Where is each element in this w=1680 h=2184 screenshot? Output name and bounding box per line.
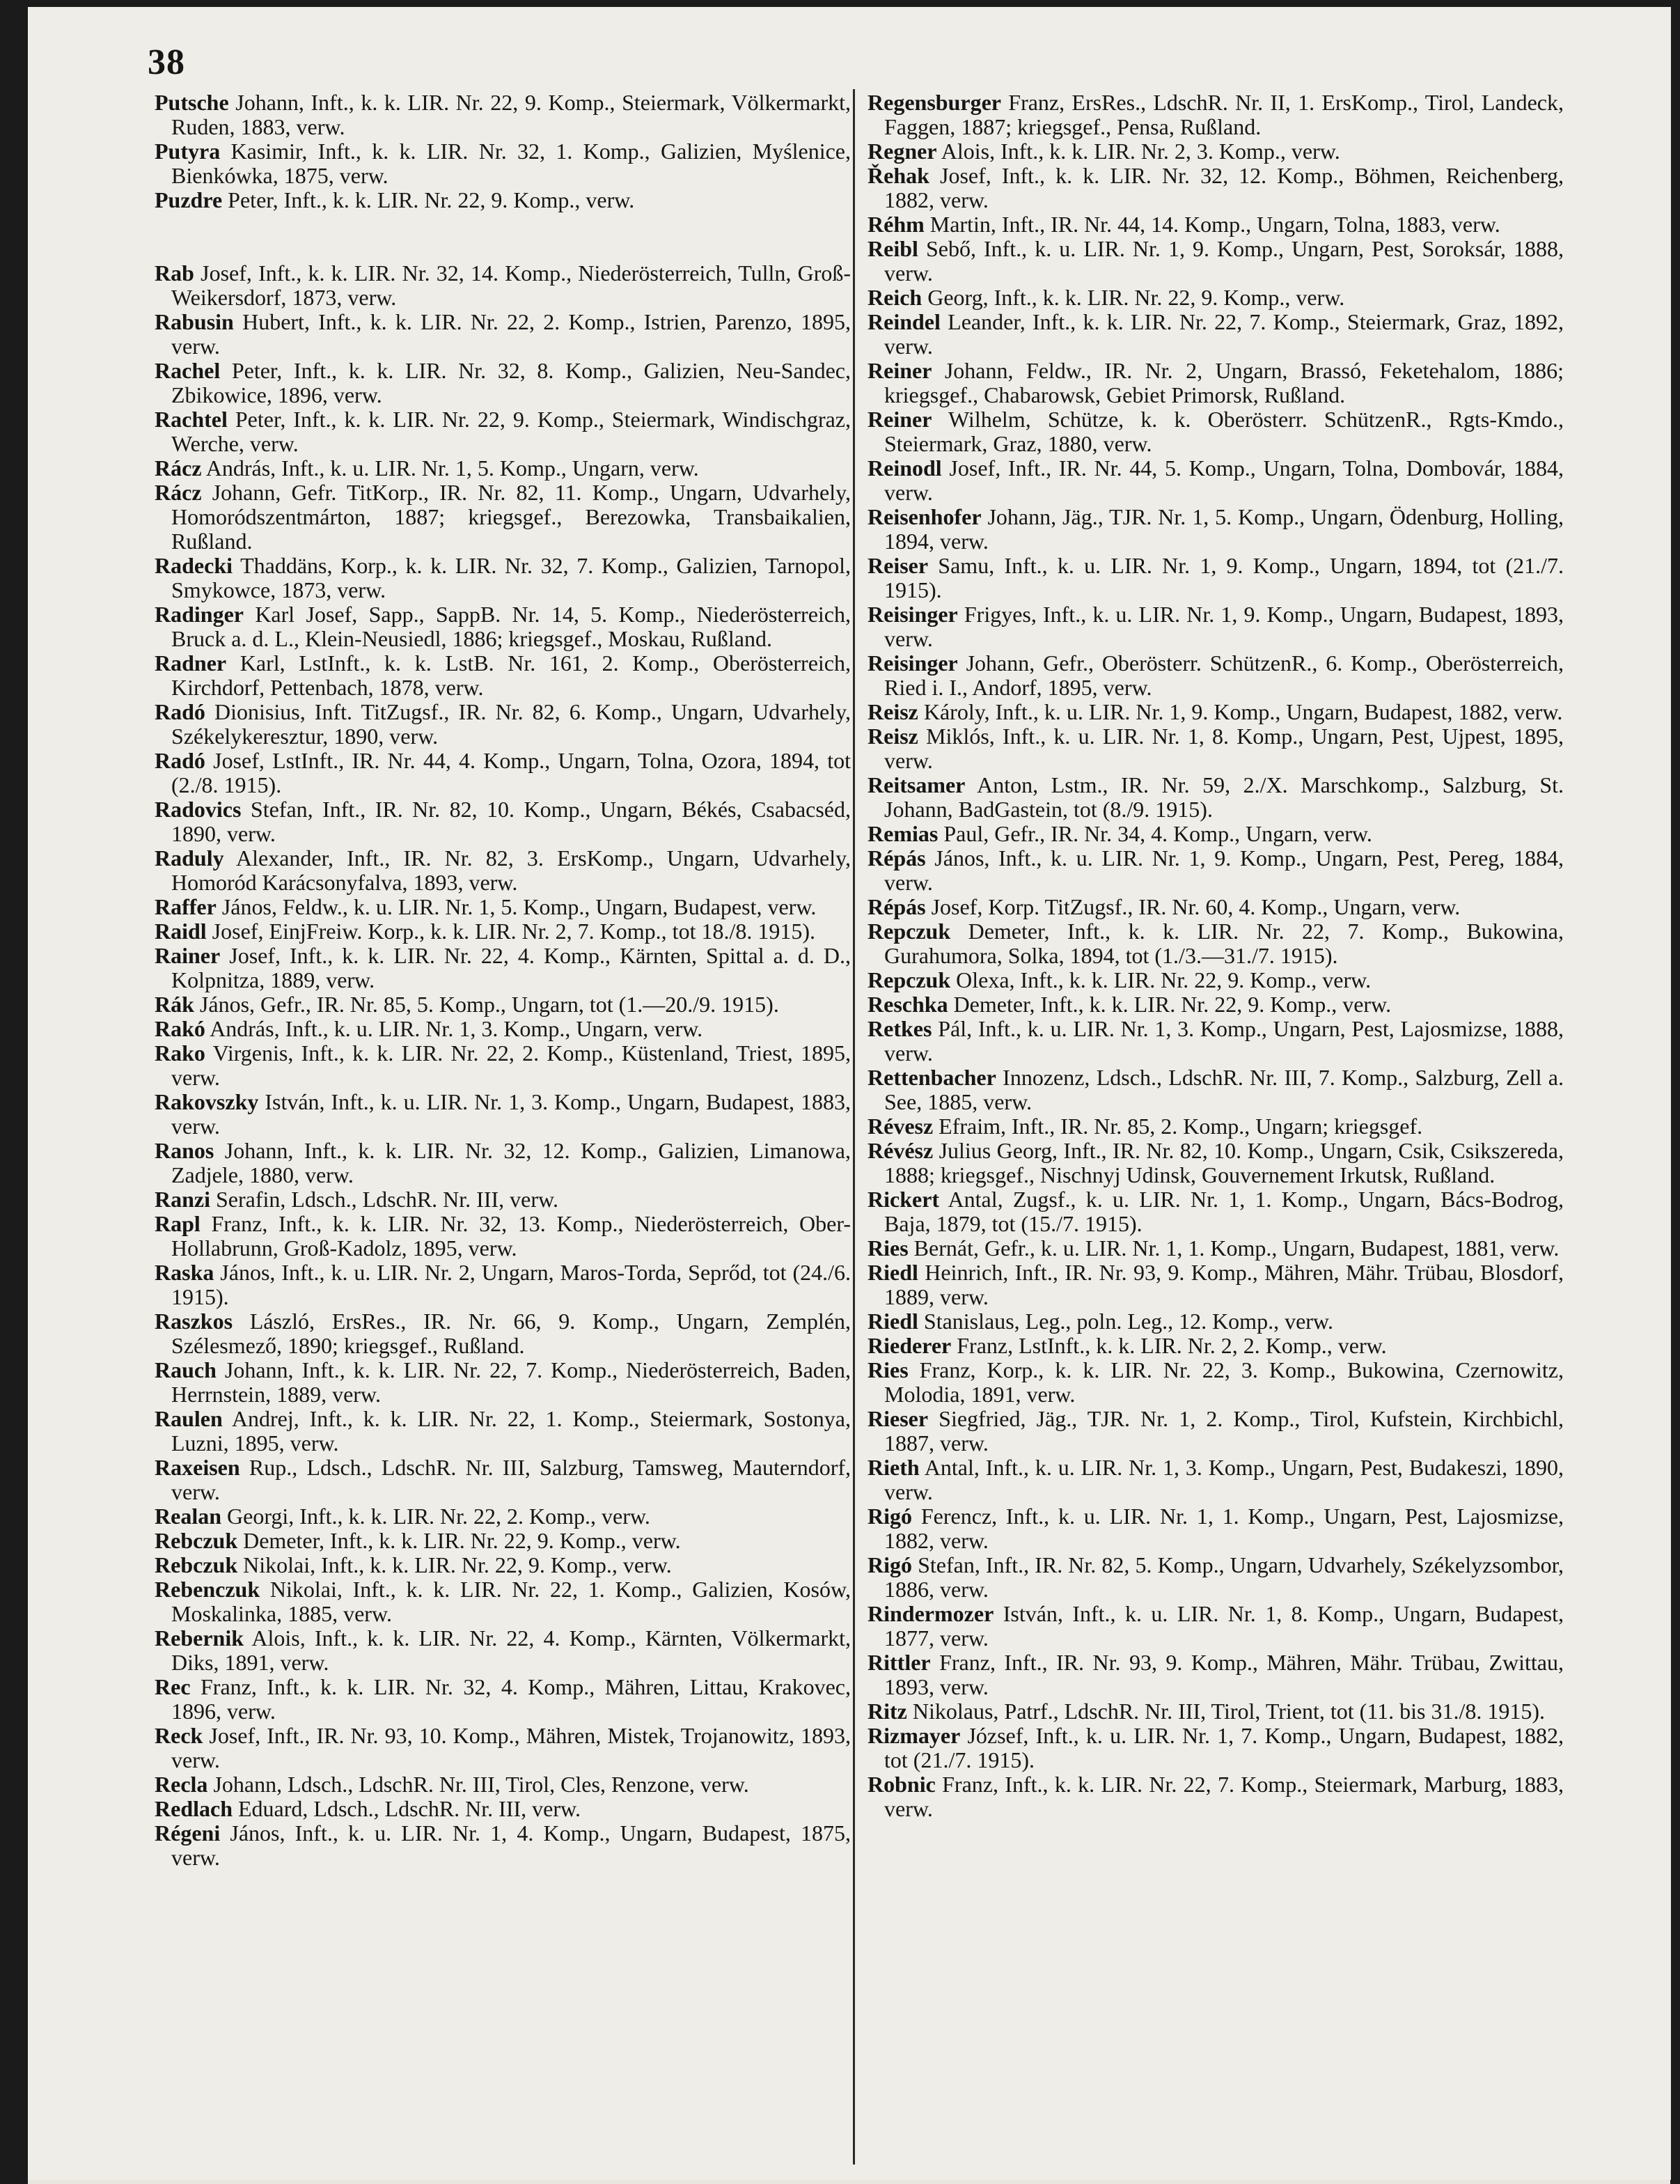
list-entry (155, 1504, 851, 1529)
entry-surname: Riedl (868, 1309, 918, 1334)
list-entry (868, 895, 1564, 919)
entry-surname: Rittler (868, 1650, 931, 1675)
entry-details: Heinrich, Inft., IR. Nr. 93, 9. Komp., Mähren, Mähr. Trübau, Blosdorf, 1889, verw. (884, 1260, 1564, 1309)
entry-details: András, Inft., k. u. LIR. Nr. 1, 5. Komp., Ungarn, verw. (205, 455, 699, 481)
entry-surname: Ranos (155, 1138, 214, 1163)
entry-surname: Rizmayer (868, 1723, 961, 1748)
entry-surname: Ries (868, 1357, 909, 1382)
entry-surname: Rachtel (155, 407, 228, 432)
entry-details: Serafin, Ldsch., LdschR. Nr. III, verw. (216, 1187, 559, 1212)
entry-details: Johann, Inft., k. k. LIR. Nr. 32, 12. Komp., Galizien, Limanowa, Zadjele, 1880, verw. (171, 1138, 851, 1187)
list-entry (155, 1724, 851, 1772)
entry-details: Paul, Gefr., IR. Nr. 34, 4. Komp., Ungarn, verw. (943, 821, 1372, 846)
list-entry (155, 651, 851, 700)
list-entry (868, 359, 1564, 407)
entry-surname: Rieser (868, 1406, 929, 1431)
entry-surname: Ries (868, 1235, 909, 1261)
list-entry (868, 919, 1564, 968)
entry-details: Georg, Inft., k. k. LIR. Nr. 22, 9. Komp., verw. (927, 285, 1345, 310)
list-entry (868, 1066, 1564, 1114)
list-entry (155, 1626, 851, 1675)
entry-details: Stefan, Inft., IR. Nr. 82, 5. Komp., Ungarn, Udvarhely, Székelyzsombor, 1886, verw. (884, 1552, 1564, 1602)
entry-details: Franz, ErsRes., LdschR. Nr. II, 1. ErsKomp., Tirol, Landeck, Faggen, 1887; kriegsgef., Pensa, Rußland. (884, 90, 1564, 139)
list-entry (155, 261, 851, 310)
list-entry (868, 1114, 1564, 1139)
entry-details: Josef, Inft., IR. Nr. 44, 5. Komp., Ungarn, Tolna, Dombovár, 1884, verw. (884, 455, 1564, 505)
list-entry (868, 1602, 1564, 1651)
entry-details: Antal, Inft., k. u. LIR. Nr. 1, 3. Komp., Ungarn, Pest, Budakeszi, 1890, verw. (884, 1455, 1564, 1504)
entry-details: Leander, Inft., k. k. LIR. Nr. 22, 7. Komp., Steiermark, Graz, 1892, verw. (884, 309, 1564, 359)
entry-surname: Reisinger (868, 650, 958, 676)
entry-details: Samu, Inft., k. u. LIR. Nr. 1, 9. Komp., Ungarn, 1894, tot (21./7. 1915). (884, 553, 1564, 602)
entry-surname: Putsche (155, 90, 229, 115)
entry-surname: Realan (155, 1504, 221, 1529)
list-entry (155, 407, 851, 456)
entry-surname: Radinger (155, 602, 244, 627)
list-entry (155, 1772, 851, 1797)
entry-details: Johann, Jäg., TJR. Nr. 1, 5. Komp., Ungarn, Ödenburg, Holling, 1894, verw. (884, 504, 1564, 554)
entry-surname: Radó (155, 699, 205, 724)
entry-details: Bernát, Gefr., k. u. LIR. Nr. 1, 1. Komp., Ungarn, Budapest, 1881, verw. (913, 1235, 1560, 1261)
scan-border-left (0, 0, 28, 2184)
list-entry (868, 846, 1564, 895)
entry-surname: Rako (155, 1040, 205, 1066)
list-entry (868, 1504, 1564, 1553)
entry-details: Sebő, Inft., k. u. LIR. Nr. 1, 9. Komp., Ungarn, Pest, Soroksár, 1888, verw. (884, 236, 1564, 286)
entry-surname: Regner (868, 139, 937, 164)
entry-details: Alois, Inft., k. k. LIR. Nr. 22, 4. Komp., Kärnten, Völkermarkt, Diks, 1891, verw. (171, 1625, 851, 1675)
entry-surname: Rakó (155, 1016, 205, 1041)
list-entry (155, 456, 851, 481)
entry-details: Rup., Ldsch., LdschR. Nr. III, Salzburg, Tamsweg, Mauterndorf, verw. (171, 1455, 851, 1504)
entry-details: Karl Josef, Sapp., SappB. Nr. 14, 5. Komp., Niederösterreich, Bruck a. d. L., Klein-Neusiedl, 1886; kriegsgef., Moskau, Rußland. (171, 602, 851, 651)
entry-details: Antal, Zugsf., k. u. LIR. Nr. 1, 1. Komp., Ungarn, Bács-Bodrog, Baja, 1879, tot (15./7. 1915). (884, 1187, 1564, 1236)
list-entry (155, 895, 851, 919)
entry-details: Olexa, Inft., k. k. LIR. Nr. 22, 9. Komp., verw. (956, 967, 1372, 992)
list-entry (868, 1309, 1564, 1334)
entry-surname: Rigó (868, 1504, 912, 1529)
entry-details: Franz, Inft., IR. Nr. 93, 9. Komp., Mähren, Mähr. Trübau, Zwittau, 1893, verw. (884, 1650, 1564, 1699)
entry-details: János, Inft., k. u. LIR. Nr. 1, 9. Komp., Ungarn, Pest, Pereg, 1884, verw. (884, 845, 1564, 895)
list-entry (868, 237, 1564, 286)
list-entry (868, 1139, 1564, 1187)
list-entry (868, 1261, 1564, 1309)
entry-surname: Rainer (155, 943, 221, 968)
entry-surname: Rabusin (155, 309, 234, 334)
list-entry (155, 797, 851, 846)
entry-surname: Répás (868, 894, 926, 919)
entry-details: István, Inft., k. u. LIR. Nr. 1, 8. Komp., Ungarn, Budapest, 1877, verw. (884, 1601, 1564, 1651)
entry-details: János, Feldw., k. u. LIR. Nr. 1, 5. Komp., Ungarn, Budapest, verw. (221, 894, 817, 919)
entry-surname: Rab (155, 260, 194, 286)
entry-details: Peter, Inft., k. k. LIR. Nr. 22, 9. Komp., verw. (228, 187, 635, 212)
entry-surname: Rakovszky (155, 1089, 259, 1114)
list-entry (155, 919, 851, 944)
entry-details: Josef, Inft., k. k. LIR. Nr. 22, 4. Komp., Kärnten, Spittal a. d. D., Kolpnitza, 1889, verw. (171, 943, 851, 992)
entry-surname: Rieth (868, 1455, 920, 1480)
entry-surname: Reisz (868, 699, 918, 724)
entry-details: Hubert, Inft., k. k. LIR. Nr. 22, 2. Komp., Istrien, Parenzo, 1895, verw. (171, 309, 851, 359)
entry-surname: Rebernik (155, 1625, 244, 1651)
list-entry (868, 1236, 1564, 1261)
entry-surname: Raulen (155, 1406, 223, 1431)
section-gap (155, 212, 851, 261)
list-entry (868, 724, 1564, 773)
list-entry (155, 992, 851, 1017)
entry-details: Stanislaus, Leg., poln. Leg., 12. Komp., verw. (923, 1309, 1333, 1334)
entry-details: Franz, Korp., k. k. LIR. Nr. 22, 3. Komp., Bukowina, Czernowitz, Molodia, 1891, verw. (884, 1357, 1564, 1407)
list-entry (155, 846, 851, 895)
entry-details: József, Inft., k. u. LIR. Nr. 1, 7. Komp., Ungarn, Budapest, 1882, tot (21./7. 1915). (884, 1723, 1564, 1772)
entry-surname: Retkes (868, 1016, 932, 1041)
page-number: 38 (148, 42, 185, 82)
entry-surname: Puzdre (155, 187, 223, 212)
column-divider (853, 89, 855, 2164)
entry-surname: Rebczuk (155, 1528, 238, 1553)
entry-details: Franz, Inft., k. k. LIR. Nr. 22, 7. Komp., Steiermark, Marburg, 1883, verw. (884, 1772, 1564, 1821)
list-entry (155, 1261, 851, 1309)
entry-details: Johann, Gefr., Oberösterr. SchützenR., 6. Komp., Oberösterreich, Ried i. I., Andorf, 1895, verw. (884, 650, 1564, 700)
list-entry (868, 1699, 1564, 1724)
entry-surname: Révész (868, 1138, 934, 1163)
entry-details: Alexander, Inft., IR. Nr. 82, 3. ErsKomp., Ungarn, Udvarhely, Homoród Karácsonyfalva, 1893, verw. (171, 845, 851, 895)
entry-details: Josef, Inft., k. k. LIR. Nr. 32, 14. Komp., Niederösterreich, Tulln, Groß-Weikersdorf, 1873, verw. (171, 260, 851, 310)
entry-details: Demeter, Inft., k. k. LIR. Nr. 22, 9. Komp., verw. (243, 1528, 681, 1553)
entry-surname: Recla (155, 1772, 208, 1797)
entry-surname: Réhm (868, 212, 925, 237)
entry-details: László, ErsRes., IR. Nr. 66, 9. Komp., Ungarn, Zemplén, Szélesmező, 1890; kriegsgef., Rußland. (171, 1309, 851, 1358)
list-entry (155, 1309, 851, 1358)
list-entry (155, 602, 851, 651)
list-entry (868, 1187, 1564, 1236)
list-entry (155, 359, 851, 407)
entry-surname: Ranzi (155, 1187, 210, 1212)
entry-surname: Raxeisen (155, 1455, 240, 1480)
list-entry (868, 505, 1564, 554)
entry-surname: Rauch (155, 1357, 217, 1382)
list-entry (868, 310, 1564, 359)
entry-details: Josef, LstInft., IR. Nr. 44, 4. Komp., Ungarn, Tolna, Ozora, 1894, tot (2./8. 1915). (171, 748, 851, 797)
entry-surname: Rec (155, 1674, 191, 1699)
entry-surname: Reich (868, 285, 923, 310)
entry-surname: Riedl (868, 1260, 918, 1285)
entry-details: Demeter, Inft., k. k. LIR. Nr. 22, 7. Komp., Bukowina, Gurahumora, Solka, 1894, tot (1./3.—31./7. 1915). (884, 919, 1564, 968)
entry-surname: Ritz (868, 1699, 907, 1724)
entry-details: Virgenis, Inft., k. k. LIR. Nr. 22, 2. Komp., Küstenland, Triest, 1895, verw. (171, 1040, 851, 1090)
entry-details: Stefan, Inft., IR. Nr. 82, 10. Komp., Ungarn, Békés, Csabacséd, 1890, verw. (171, 797, 851, 846)
entry-details: Wilhelm, Schütze, k. k. Oberösterr. SchützenR., Rgts-Kmdo., Steiermark, Graz, 1880, verw. (884, 407, 1564, 456)
entry-details: Nikolai, Inft., k. k. LIR. Nr. 22, 1. Komp., Galizien, Kosów, Moskalinka, 1885, verw. (171, 1577, 851, 1626)
entry-details: Demeter, Inft., k. k. LIR. Nr. 22, 9. Komp., verw. (953, 992, 1392, 1017)
entry-surname: Putyra (155, 139, 221, 164)
entry-details: Josef, Inft., IR. Nr. 93, 10. Komp., Mähren, Mistek, Trojanowitz, 1893, verw. (171, 1723, 851, 1772)
list-entry (155, 1577, 851, 1626)
entry-details: Johann, Feldw., IR. Nr. 2, Ungarn, Brassó, Feketehalom, 1886; kriegsgef., Chabarowsk, Gebiet Primorsk, Rußland. (884, 358, 1564, 407)
entry-surname: Radó (155, 748, 205, 773)
entry-details: János, Inft., k. u. LIR. Nr. 1, 4. Komp., Ungarn, Budapest, 1875, verw. (171, 1820, 851, 1870)
entry-surname: Rindermozer (868, 1601, 994, 1626)
entry-details: Franz, Inft., k. k. LIR. Nr. 32, 4. Komp., Mähren, Littau, Krakovec, 1896, verw. (171, 1674, 851, 1724)
list-entry (868, 139, 1564, 164)
entry-details: Frigyes, Inft., k. u. LIR. Nr. 1, 9. Komp., Ungarn, Budapest, 1893, verw. (884, 602, 1564, 651)
list-entry (868, 1724, 1564, 1772)
list-entry (155, 481, 851, 554)
list-entry (155, 91, 851, 139)
list-entry (155, 1187, 851, 1212)
entry-surname: Riederer (868, 1333, 952, 1358)
entry-details: Innozenz, Ldsch., LdschR. Nr. III, 7. Komp., Salzburg, Zell a. See, 1885, verw. (884, 1065, 1564, 1114)
list-entry (868, 822, 1564, 846)
entry-surname: Rapl (155, 1211, 201, 1236)
list-entry (868, 968, 1564, 992)
list-entry (155, 1017, 851, 1041)
entry-surname: Reisinger (868, 602, 958, 627)
entry-surname: Régeni (155, 1820, 221, 1846)
entry-surname: Raszkos (155, 1309, 233, 1334)
entry-surname: Raffer (155, 894, 217, 919)
entry-surname: Rachel (155, 358, 221, 383)
entry-details: Károly, Inft., k. u. LIR. Nr. 1, 9. Komp., Ungarn, Budapest, 1882, verw. (923, 699, 1563, 724)
entry-surname: Reschka (868, 992, 948, 1017)
entry-details: Peter, Inft., k. k. LIR. Nr. 22, 9. Komp., Steiermark, Windischgraz, Werche, verw. (171, 407, 851, 456)
list-entry (155, 1407, 851, 1456)
entry-details: Johann, Gefr. TitKorp., IR. Nr. 82, 11. Komp., Ungarn, Udvarhely, Homoródszentmárton, 1887; kriegsgef., Berezowka, Transbaikalien, Rußland. (171, 480, 851, 554)
entry-details: Nikolai, Inft., k. k. LIR. Nr. 22, 9. Komp., verw. (243, 1552, 672, 1577)
list-entry (868, 212, 1564, 237)
entry-details: Franz, Inft., k. k. LIR. Nr. 32, 13. Komp., Niederösterreich, Ober-Hollabrunn, Groß-Kadolz, 1895, verw. (171, 1211, 851, 1261)
list-entry (155, 749, 851, 797)
entry-surname: Radner (155, 650, 227, 676)
entry-details: Dionisius, Inft. TitZugsf., IR. Nr. 82, 6. Komp., Ungarn, Udvarhely, Székelykeresztur, 1890, verw. (171, 699, 851, 749)
list-entry (868, 1456, 1564, 1504)
list-entry (155, 188, 851, 212)
list-entry (868, 1553, 1564, 1602)
left-column (155, 91, 851, 1870)
list-entry (155, 1090, 851, 1139)
list-entry (868, 773, 1564, 822)
entry-details: Martin, Inft., IR. Nr. 44, 14. Komp., Ungarn, Tolna, 1883, verw. (929, 212, 1500, 237)
list-entry (868, 407, 1564, 456)
entry-details: Thaddäns, Korp., k. k. LIR. Nr. 32, 7. Komp., Galizien, Tarnopol, Smykowce, 1873, verw. (171, 553, 851, 602)
entry-details: Johann, Inft., k. k. LIR. Nr. 22, 7. Komp., Niederösterreich, Baden, Herrnstein, 1889, verw. (171, 1357, 851, 1407)
entry-details: Johann, Ldsch., LdschR. Nr. III, Tirol, Cles, Renzone, verw. (213, 1772, 749, 1797)
entry-surname: Rettenbacher (868, 1065, 996, 1090)
entry-surname: Rácz (155, 480, 202, 505)
list-entry (155, 1821, 851, 1870)
entry-surname: Reisenhofer (868, 504, 982, 529)
entry-details: István, Inft., k. u. LIR. Nr. 1, 3. Komp., Ungarn, Budapest, 1883, verw. (171, 1089, 851, 1139)
list-entry (155, 1358, 851, 1407)
entry-surname: Répás (868, 845, 926, 871)
list-entry (868, 1651, 1564, 1699)
entry-surname: Reiser (868, 553, 929, 578)
entry-details: Alois, Inft., k. k. LIR. Nr. 2, 3. Komp., verw. (941, 139, 1340, 164)
list-entry (155, 944, 851, 992)
entry-surname: Regensburger (868, 90, 1001, 115)
entry-surname: Repczuk (868, 919, 951, 944)
entry-surname: Řehak (868, 163, 929, 188)
entry-details: Siegfried, Jäg., TJR. Nr. 1, 2. Komp., Tirol, Kufstein, Kirchbichl, 1887, verw. (884, 1406, 1564, 1456)
list-entry (155, 1797, 851, 1821)
list-entry (155, 1212, 851, 1261)
entry-details: Franz, LstInft., k. k. LIR. Nr. 2, 2. Komp., verw. (957, 1333, 1387, 1358)
entry-surname: Radecki (155, 553, 233, 578)
list-entry (868, 91, 1564, 139)
entry-surname: Révesz (868, 1114, 934, 1139)
entry-details: Johann, Inft., k. k. LIR. Nr. 22, 9. Komp., Steiermark, Völkermarkt, Ruden, 1883, verw. (171, 90, 851, 139)
entry-surname: Redlach (155, 1796, 233, 1821)
entry-surname: Rácz (155, 455, 202, 481)
list-entry (868, 164, 1564, 212)
entry-surname: Rebczuk (155, 1552, 238, 1577)
entry-surname: Reiner (868, 407, 932, 432)
list-entry (868, 602, 1564, 651)
list-entry (868, 554, 1564, 602)
entry-details: Josef, EinjFreiw. Korp., k. k. LIR. Nr. 2, 7. Komp., tot 18./8. 1915). (212, 919, 815, 944)
list-entry (868, 1017, 1564, 1066)
entry-details: Karl, LstInft., k. k. LstB. Nr. 161, 2. Komp., Oberösterreich, Kirchdorf, Pettenbach, 1878, verw. (171, 650, 851, 700)
list-entry (868, 1358, 1564, 1407)
entry-surname: Radovics (155, 797, 242, 822)
entry-details: András, Inft., k. u. LIR. Nr. 1, 3. Komp., Ungarn, verw. (210, 1016, 703, 1041)
entry-surname: Rák (155, 992, 194, 1017)
entry-details: Eduard, Ldsch., LdschR. Nr. III, verw. (238, 1796, 581, 1821)
entry-details: Josef, Inft., k. k. LIR. Nr. 32, 12. Komp., Böhmen, Reichenberg, 1882, verw. (884, 163, 1564, 212)
entry-surname: Rigó (868, 1552, 912, 1577)
list-entry (155, 700, 851, 749)
list-entry (155, 139, 851, 188)
entry-details: Pál, Inft., k. u. LIR. Nr. 1, 3. Komp., Ungarn, Pest, Lajosmizse, 1888, verw. (884, 1016, 1564, 1066)
entry-surname: Repczuk (868, 967, 951, 992)
entry-surname: Reisz (868, 724, 918, 749)
entry-surname: Remias (868, 821, 939, 846)
entry-details: Peter, Inft., k. k. LIR. Nr. 32, 8. Komp., Galizien, Neu-Sandec, Zbikowice, 1896, verw. (171, 358, 851, 407)
list-entry (155, 1041, 851, 1090)
entry-details: Nikolaus, Patrf., LdschR. Nr. III, Tirol, Trient, tot (11. bis 31./8. 1915). (912, 1699, 1546, 1724)
entry-details: János, Inft., k. u. LIR. Nr. 2, Ungarn, Maros-Torda, Seprőd, tot (24./6. 1915). (171, 1260, 851, 1309)
entry-details: Georgi, Inft., k. k. LIR. Nr. 22, 2. Komp., verw. (227, 1504, 650, 1529)
entry-details: Kasimir, Inft., k. k. LIR. Nr. 32, 1. Komp., Galizien, Myślenice, Bienkówka, 1875, verw. (171, 139, 851, 188)
list-entry (868, 1772, 1564, 1821)
list-entry (868, 651, 1564, 700)
list-entry (155, 1553, 851, 1577)
entry-surname: Reiner (868, 358, 932, 383)
entry-details: Andrej, Inft., k. k. LIR. Nr. 22, 1. Komp., Steiermark, Sostonya, Luzni, 1895, verw. (171, 1406, 851, 1456)
entry-surname: Rebenczuk (155, 1577, 260, 1602)
list-entry (155, 1529, 851, 1553)
list-entry (868, 992, 1564, 1017)
entry-surname: Reck (155, 1723, 203, 1748)
list-entry (868, 456, 1564, 505)
entry-surname: Raska (155, 1260, 214, 1285)
entry-details: János, Gefr., IR. Nr. 85, 5. Komp., Ungarn, tot (1.—20./9. 1915). (199, 992, 779, 1017)
entry-details: Ferencz, Inft., k. u. LIR. Nr. 1, 1. Komp., Ungarn, Pest, Lajosmizse, 1882, verw. (884, 1504, 1564, 1553)
scan-border-top (0, 0, 1680, 7)
entry-details: Julius Georg, Inft., IR. Nr. 82, 10. Komp., Ungarn, Csik, Csikszereda, 1888; kriegsgef., Nischnyj Udinsk, Gouvernement Irkutsk, Rußland. (884, 1138, 1564, 1187)
list-entry (868, 1407, 1564, 1456)
list-entry (868, 286, 1564, 310)
entry-surname: Robnic (868, 1772, 936, 1797)
list-entry (155, 1675, 851, 1724)
entry-surname: Raidl (155, 919, 207, 944)
entry-surname: Reitsamer (868, 772, 966, 797)
entry-details: Josef, Korp. TitZugsf., IR. Nr. 60, 4. Komp., Ungarn, verw. (931, 894, 1461, 919)
list-entry (155, 310, 851, 359)
entry-details: Efraim, Inft., IR. Nr. 85, 2. Komp., Ungarn; kriegsgef. (939, 1114, 1423, 1139)
list-entry (868, 1334, 1564, 1358)
entry-surname: Reinodl (868, 455, 942, 481)
list-entry (155, 554, 851, 602)
entry-surname: Rickert (868, 1187, 940, 1212)
list-entry (155, 1456, 851, 1504)
list-entry (868, 700, 1564, 724)
entry-details: Anton, Lstm., IR. Nr. 59, 2./X. Marschkomp., Salzburg, St. Johann, BadGastein, tot (8./9. 1915). (884, 772, 1564, 822)
entry-surname: Reindel (868, 309, 941, 334)
list-entry (155, 1139, 851, 1187)
entry-details: Miklós, Inft., k. u. LIR. Nr. 1, 8. Komp., Ungarn, Pest, Ujpest, 1895, verw. (884, 724, 1564, 773)
entry-surname: Reibl (868, 236, 918, 261)
right-column (868, 91, 1564, 1821)
entry-surname: Raduly (155, 845, 224, 871)
scan-border-right (1670, 0, 1680, 2184)
